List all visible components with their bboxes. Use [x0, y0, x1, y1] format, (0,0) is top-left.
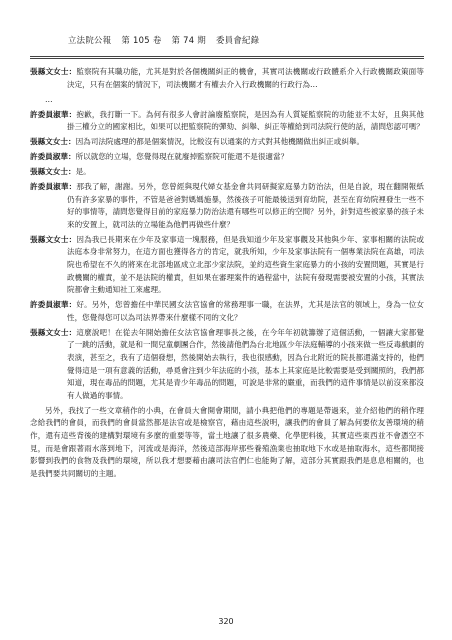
speaker-label: 張縣文女士：: [30, 67, 77, 76]
speech-text: 所以就您的立場，您覺得現在就廢掉監察院可能還不是很適當？: [75, 152, 289, 162]
speaker-label: 許委員淑華：: [30, 109, 77, 119]
transcript-paragraph: [30, 327, 424, 403]
transcript-paragraph: [30, 166, 424, 179]
speech-text: 是。: [75, 167, 91, 177]
transcript-paragraph: [30, 136, 424, 149]
speaker-label: 許委員淑華：: [30, 182, 77, 192]
speaker-label: 張縣文女士：: [30, 327, 77, 337]
speaker-label: 張縣文女士：: [30, 167, 76, 177]
transcript-paragraph: [30, 181, 424, 231]
speaker-label: 許委員淑華：: [30, 300, 77, 310]
transcript-paragraph: [30, 109, 424, 134]
speaker-label: 張縣文女士：: [30, 234, 77, 244]
section-title: 委員會紀錄: [215, 35, 260, 45]
transcript-paragraph: [30, 299, 424, 324]
page-header: [68, 34, 266, 46]
speech-text: 好。另外，您曾擔任中華民國女法官協會的常務理事一職，在法界，尤其是法官的領域上，身為一位女性，您覺得您可以為司法界帶來什麼樣不同的文化？: [67, 300, 425, 322]
issue-number: 第 74 期: [171, 35, 207, 45]
speech-text: 抱歉，我打斷一下。為何有很多人會討論廢監察院，是因為有人質疑監察院的功能並不太好，且與其他掛三權分立的國家相比，如果可以把監察院的彈劾、糾舉、糾正等權給到司法院行使的話，請問您認可嗎？: [67, 109, 425, 132]
speech-text: 那我了解，謝謝。另外，您曾經與現代婦女基金會共同研擬家庭暴力防治法，但是自說，現在翻開報紙仍有許多家暴的事件，不管是爸爸對媽媽施暴，然後孩子可能最後送到育幼院，甚至在育幼院裡發生一些不好的事情等，請問您覺得目前的家庭暴力防治法還有哪些可以修正的空間？另外，針對這些被家暴的孩子未來的安置上，就司法的立場能為他們再做些什麼？: [67, 182, 425, 229]
speech-text: 因為我已長期來在少年及家事這一塊服務，但是我知道少年及家事觀及其他與少年、家事相關的法院或法庭本身非常努力，在這方面也獲得各方的肯定，就我所知，少年及家事法院有一個專業法院在高雄，司法院也希望在不久的將來在北部地區成立北部少家法院，並約這些資生家庭暴力的小孩的安置問題，其實是行政機關的權責，並不是法院的權責，但如果在審理案件的過程當中，法院有發現需要被安置的小孩，其實法院都會主動通知社工來處理。: [67, 234, 425, 295]
speech-text: 另外，我找了一些文章稍作的小典，在會員大會開會期間，請小典把他們的專題是帶過來，並介紹他們的稍作理念給我們的會員，而我們的會員當然都是法官或是檢察官，藉由這些說明，讓我們的會員了解為何要依友善環境的稍作，還有這些背後的建構對環境有多麼的重要等等，當土地讓了很多農藥、化學肥料後，其實這些東西並不會憑空不見，而是會跟著雨水落到地下，河流或是海洋，然後這部海岸那些養殖漁業也抽取地下水或是抽取海水，這些都間接影響到我們的食物及我們的環境，所以我才想要藉由讓司法官們仁也能夠了解，這部分其實跟我們是息息相關的，也是我們要共同關切的主題。: [30, 405, 424, 478]
speech-text: …: [45, 94, 53, 104]
header-rule-top: [30, 56, 424, 57]
publication-name: 立法院公報: [68, 35, 112, 45]
transcript-paragraph: [30, 405, 424, 481]
volume-number: 第 105 卷: [121, 35, 162, 45]
transcript-body: [30, 66, 424, 483]
transcript-paragraph: [30, 234, 424, 297]
transcript-paragraph: [30, 151, 424, 164]
header-rule-bottom: [30, 58, 424, 59]
speech-text: 監察院有其職功能，尤其是對於各個機關糾正的機會，其實司法機關或行政體系介入行政機關政策面等決定，只有在個案的情況下，司法機關才有權去介入行政機關的行政行為…: [67, 67, 425, 89]
transcript-paragraph: [30, 94, 424, 107]
speaker-label: 許委員淑華：: [30, 152, 76, 162]
speech-text: 因為司法院處理的都是個案情況，比較沒有以通案的方式對其他機關做出糾正或糾舉。: [75, 137, 365, 147]
speaker-label: 張縣文女士：: [30, 137, 76, 147]
transcript-paragraph: [30, 66, 424, 91]
page-number: 320: [218, 617, 234, 626]
speech-text: 這麼說吧！在從去年開始擔任女法官協會理事長之後，在今年年初就籌辦了這個活動，一個讓大家都覺了一跳的活動，就是和一間兒童劇團合作，然後請他們為台北地區少年法庭輔導的小孩來做一些反毒戲劇的表演，甚至之，我有了這個發想，然後開始去執行，我也很感動，因為台北附近的院長都還滿支持的，他們覺得這是一項有意義的活動，尋覓會注到少年法庭的小孩，基本上其家庭是比較需要是受到關照的，我們都知道，現在毒品的問題，尤其是青少年毒品的問題，可說是非常的嚴重，而我們的這件事情是以前沒來都沒有人做過的事情。: [67, 327, 425, 400]
